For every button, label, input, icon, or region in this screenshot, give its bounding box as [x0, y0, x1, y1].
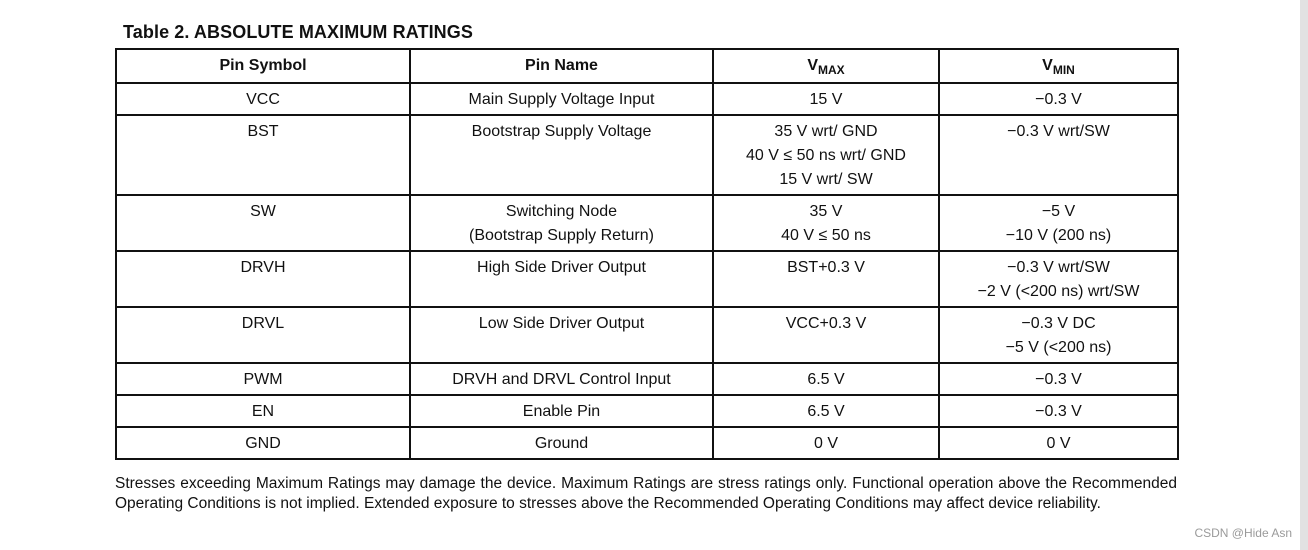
vmin-cell-line: −0.3 V wrt/SW [1007, 259, 1110, 276]
table-row [116, 307, 1178, 363]
table-row [116, 427, 1178, 459]
pin-name-cell-line: Low Side Driver Output [478, 315, 645, 332]
header-vmin-main: V [1042, 57, 1053, 74]
vmax-cell [713, 83, 939, 115]
pin-name-cell [410, 395, 713, 427]
pin-name-cell [410, 195, 713, 251]
vmin-cell-line: −10 V (200 ns) [1005, 227, 1112, 244]
header-vmin [939, 49, 1178, 83]
watermark: CSDN @Hide Asn [1194, 526, 1292, 540]
table-row [116, 251, 1178, 307]
vmax-cell-line: 6.5 V [807, 403, 845, 420]
header-vmax-main: V [807, 57, 818, 74]
vmin-cell [939, 83, 1178, 115]
vmin-cell-line: −0.3 V wrt/SW [1007, 123, 1110, 140]
table-row [116, 83, 1178, 115]
vmin-cell-line: −0.3 V [1035, 91, 1082, 108]
vmin-cell [939, 251, 1178, 307]
footnote: Stresses exceeding Maximum Ratings may damage the device. Maximum Ratings are stress ratings only. Functional operation above the Recommended Operating Conditions is not implied. Extended exposure to stresses above the Recommended Operating Conditions may affect device reliability. [115, 475, 1177, 512]
table-row [116, 395, 1178, 427]
vmax-cell [713, 363, 939, 395]
pin-symbol-cell: VCC [116, 83, 410, 115]
pin-name-cell-line: DRVH and DRVL Control Input [452, 371, 671, 388]
vmin-cell-line: −0.3 V [1035, 403, 1082, 420]
header-pin-name: Pin Name [410, 49, 713, 83]
vmin-cell-line: −0.3 V [1035, 371, 1082, 388]
vmax-cell-line: 35 V [809, 203, 843, 220]
vmax-cell [713, 307, 939, 363]
vmax-cell [713, 115, 939, 195]
vmax-cell-line: 0 V [813, 435, 838, 452]
scrollbar-track[interactable] [1300, 0, 1308, 550]
vmin-cell [939, 195, 1178, 251]
vmax-cell-line: 40 V ≤ 50 ns [781, 227, 871, 244]
vmin-cell-line: −0.3 V DC [1021, 315, 1096, 332]
pin-name-cell [410, 363, 713, 395]
vmax-cell-line: VCC+0.3 V [785, 315, 867, 332]
vmax-cell-line: 35 V wrt/ GND [774, 123, 878, 140]
header-pin-symbol: Pin Symbol [116, 49, 410, 83]
pin-name-cell-line: Bootstrap Supply Voltage [471, 123, 652, 140]
vmax-cell-line: 15 V [809, 91, 843, 108]
table-body [116, 83, 1178, 459]
vmin-cell [939, 115, 1178, 195]
vmin-cell [939, 307, 1178, 363]
pin-name-cell-line: Switching Node [505, 203, 618, 220]
header-vmax-sub: MAX [818, 63, 845, 77]
pin-name-cell-line: (Bootstrap Supply Return) [469, 227, 654, 244]
table-row [116, 195, 1178, 251]
pin-name-cell [410, 307, 713, 363]
pin-name-cell-line: Enable Pin [522, 403, 601, 420]
pin-name-cell [410, 427, 713, 459]
header-vmin-sub: MIN [1052, 63, 1075, 77]
pin-name-cell [410, 115, 713, 195]
table-header-row [116, 49, 1178, 83]
table-title: Table 2. ABSOLUTE MAXIMUM RATINGS [123, 22, 473, 42]
absolute-maximum-ratings-table [115, 48, 1179, 460]
pin-name-cell-line: High Side Driver Output [477, 259, 646, 276]
pin-name-cell [410, 83, 713, 115]
vmin-cell-line: −5 V [1041, 203, 1076, 220]
vmin-cell [939, 395, 1178, 427]
pin-name-cell-line: Main Supply Voltage Input [468, 91, 655, 108]
pin-symbol-cell: SW [116, 195, 410, 251]
table-row [116, 115, 1178, 195]
vmax-cell [713, 195, 939, 251]
pin-name-cell [410, 251, 713, 307]
vmin-cell-line: 0 V [1046, 435, 1071, 452]
pin-symbol-cell: GND [116, 427, 410, 459]
vmax-cell-line: 15 V wrt/ SW [779, 171, 873, 188]
pin-symbol-cell: PWM [116, 363, 410, 395]
vmin-cell [939, 363, 1178, 395]
vmax-cell [713, 395, 939, 427]
pin-symbol-cell: DRVH [116, 251, 410, 307]
pin-symbol-cell: BST [116, 115, 410, 195]
vmin-cell-line: −5 V (<200 ns) [1005, 339, 1112, 356]
vmax-cell-line: BST+0.3 V [787, 259, 865, 276]
pin-name-cell-line: Ground [534, 435, 589, 452]
table-row [116, 363, 1178, 395]
vmin-cell [939, 427, 1178, 459]
vmax-cell-line: 6.5 V [807, 371, 845, 388]
vmax-cell [713, 251, 939, 307]
header-vmax [713, 49, 939, 83]
vmax-cell [713, 427, 939, 459]
pin-symbol-cell: DRVL [116, 307, 410, 363]
pin-symbol-cell: EN [116, 395, 410, 427]
vmax-cell-line: 40 V ≤ 50 ns wrt/ GND [746, 147, 906, 164]
vmin-cell-line: −2 V (<200 ns) wrt/SW [977, 283, 1140, 300]
